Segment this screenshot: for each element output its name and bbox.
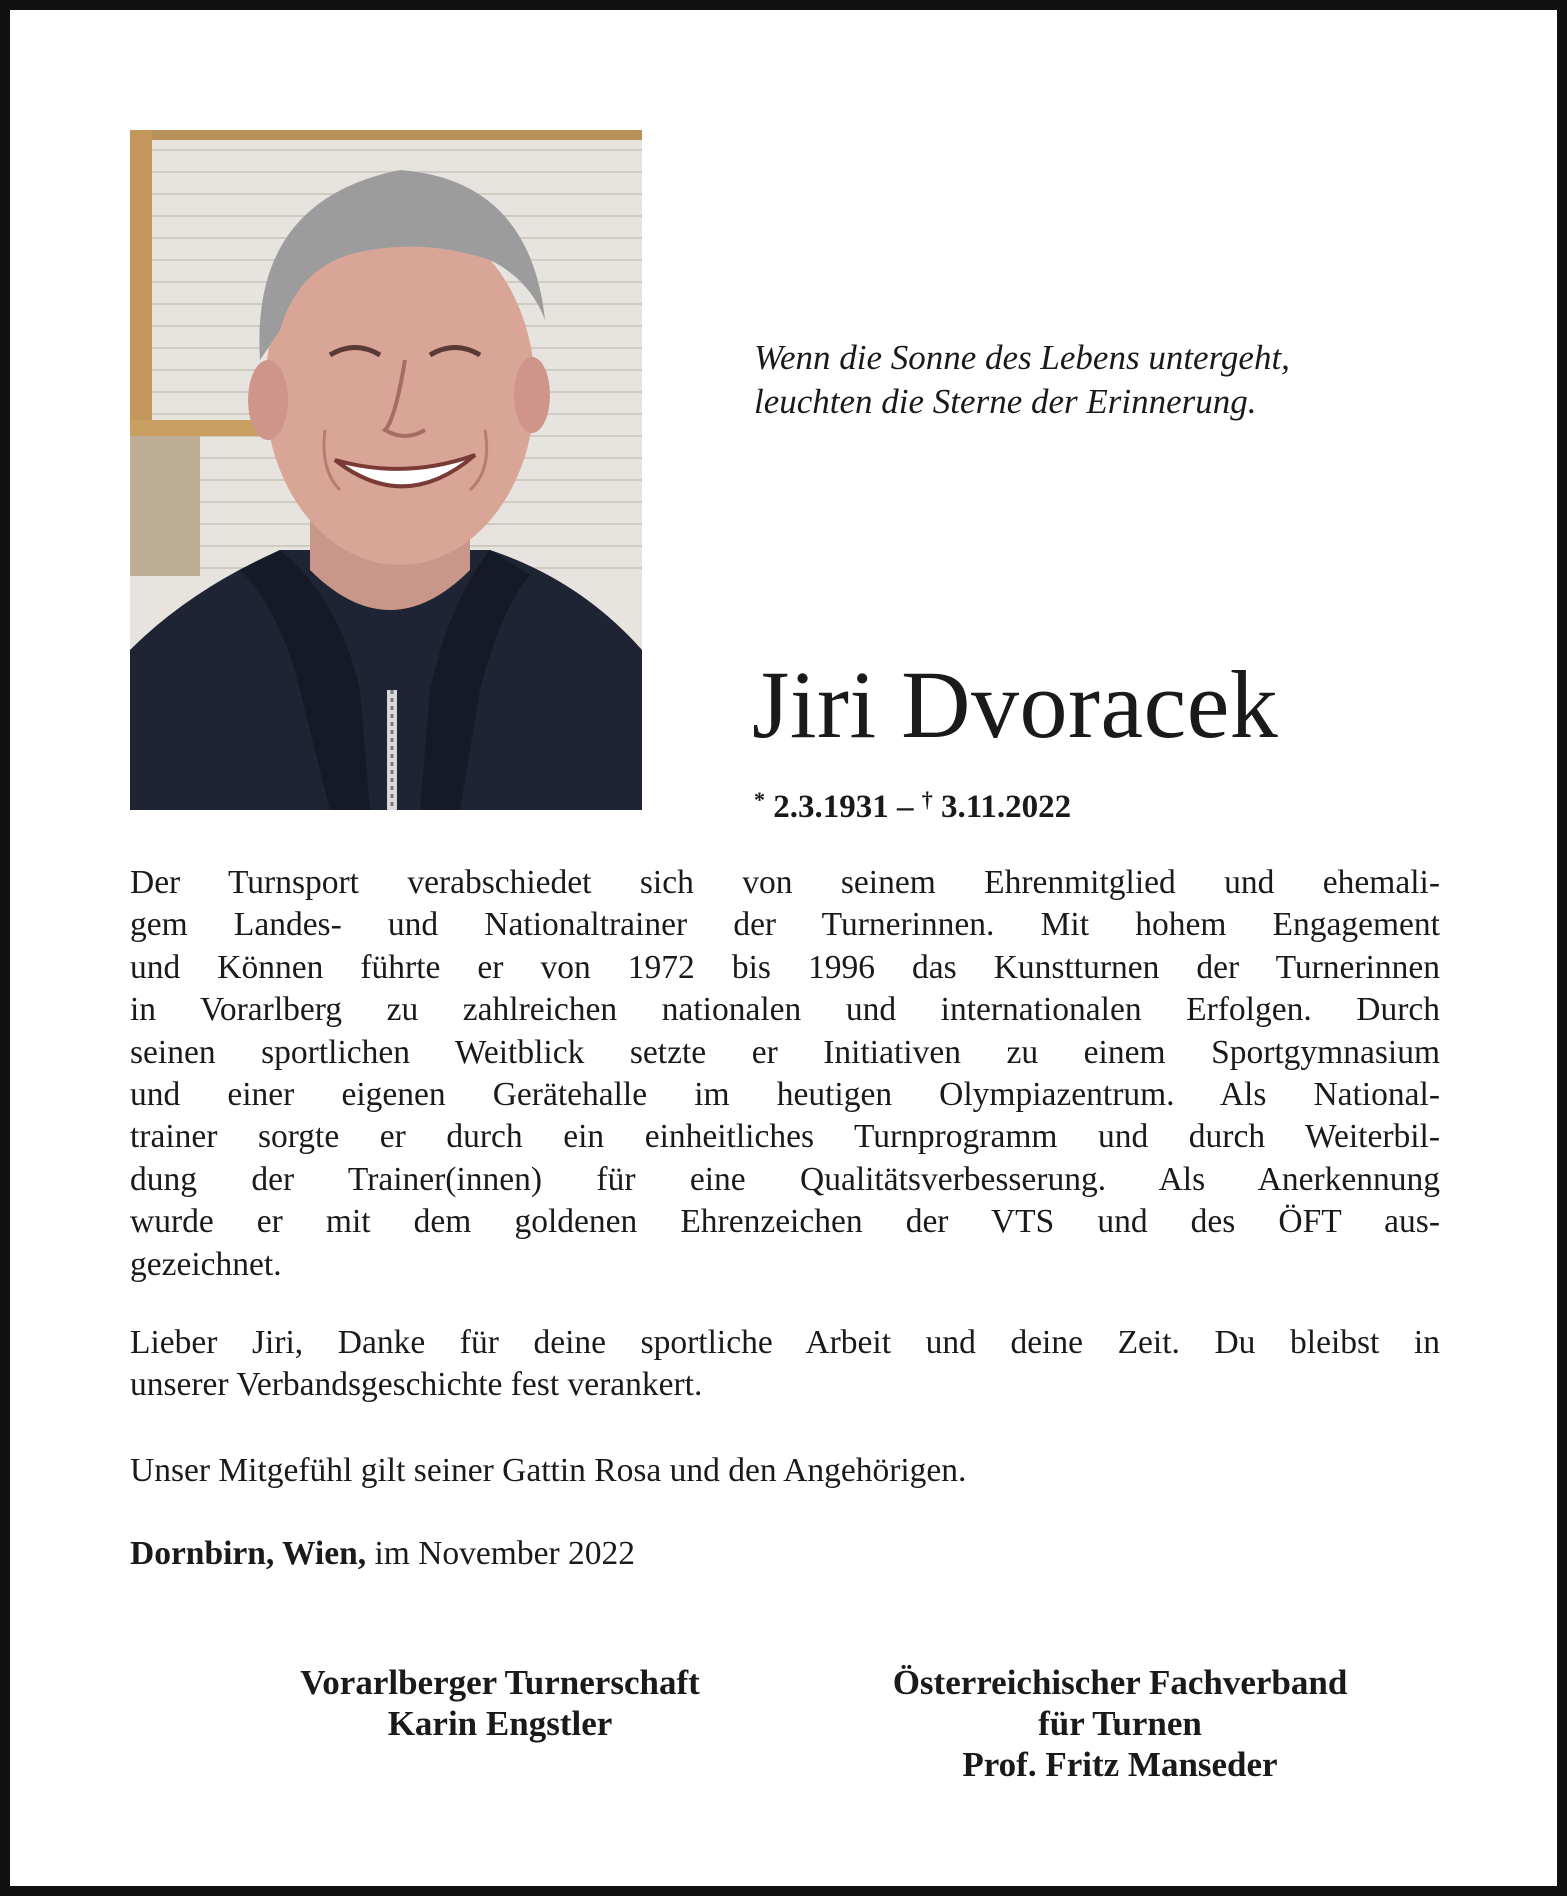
signature-person: Prof. Fritz Manseder: [962, 1745, 1278, 1784]
paragraph-line: wurde er mit dem goldenen Ehrenzeichen der VTS und des ÖFT aus-: [130, 1203, 1440, 1241]
condolence-paragraph: Unser Mitgefühl gilt seiner Gattin Rosa und den Angehörigen.: [130, 1452, 967, 1489]
place-date: im November 2022: [366, 1535, 635, 1572]
quote-line-2: leuchten die Sterne der Erinnerung.: [754, 382, 1257, 421]
paragraph-line: seinen sportlichen Weitblick setzte er Initiativen zu einem Sportgymnasium: [130, 1033, 1440, 1071]
paragraph-line: trainer sorgte er durch ein einheitliches Turnprogramm und durch Weiterbil-: [130, 1118, 1440, 1156]
paragraph-line: und einer eigenen Gerätehalle im heutigen Olympiazentrum. Als National-: [130, 1076, 1440, 1114]
birth-symbol: *: [754, 787, 765, 812]
tribute-paragraph-1: [130, 862, 1440, 1286]
life-dates: [754, 780, 1071, 827]
signature-org-line-2: für Turnen: [1038, 1704, 1202, 1743]
death-symbol: †: [921, 787, 933, 812]
deceased-name: Jiri Dvoracek: [752, 651, 1279, 758]
birth-date: 2.3.1931: [773, 789, 889, 825]
date-separator: –: [888, 789, 922, 825]
paragraph-line: in Vorarlberg zu zahlreichen nationalen und internationalen Erfolgen. Durch: [130, 991, 1440, 1029]
death-date: 3.11.2022: [941, 789, 1072, 825]
place-cities: Dornbirn, Wien,: [130, 1535, 367, 1572]
paragraph-line: Der Turnsport verabschiedet sich von seinem Ehrenmitglied und ehemali-: [130, 864, 1440, 901]
signature-person: Karin Engstler: [387, 1704, 613, 1743]
signature-org: Vorarlberger Turnerschaft: [300, 1663, 700, 1702]
signature-right: [820, 1662, 1420, 1785]
paragraph-line: gezeichnet.: [130, 1245, 282, 1283]
paragraph-line: dung der Trainer(innen) für eine Qualitätsverbesserung. Als Anerkennung: [130, 1160, 1440, 1198]
place-and-date: [130, 1533, 635, 1575]
memorial-quote: [754, 336, 1454, 424]
quote-line-1: Wenn die Sonne des Lebens untergeht,: [754, 338, 1290, 377]
signature-left: [200, 1662, 800, 1744]
paragraph-line: gem Landes- und Nationaltrainer der Turnerinnen. Mit hohem Engagement: [130, 906, 1440, 944]
paragraph-line: unserer Verbandsgeschichte fest verankert.: [130, 1366, 703, 1404]
paragraph-line: Lieber Jiri, Danke für deine sportliche Arbeit und deine Zeit. Du bleibst in: [130, 1324, 1440, 1361]
paragraph-line: und Können führte er von 1972 bis 1996 das Kunstturnen der Turnerinnen: [130, 948, 1440, 986]
tribute-paragraph-2: [130, 1322, 1440, 1407]
signature-org-line-1: Österreichischer Fachverband: [892, 1663, 1348, 1702]
portrait-photo: [130, 130, 642, 810]
